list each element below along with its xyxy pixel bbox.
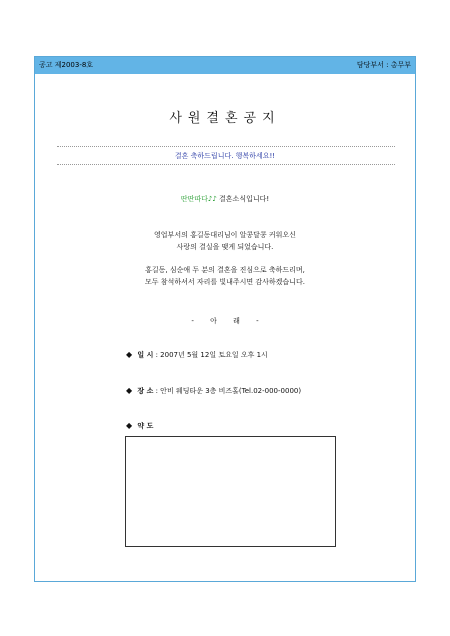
date-item — [126, 350, 268, 360]
map-box — [125, 436, 336, 547]
divider-top — [57, 146, 395, 147]
paragraph-2-line-2: 모두 참석하셔서 자리를 빛내주시면 감사하겠습니다. — [145, 278, 305, 286]
map-label: 약 도 — [137, 422, 154, 430]
headline-prefix: 딴딴따다♪♪ — [180, 195, 217, 203]
paragraph-2 — [0, 264, 450, 288]
department: 담당부서 : 총무부 — [356, 61, 411, 69]
bullet-icon: ◆ — [126, 386, 133, 395]
section-marker: - 아 래 - — [191, 317, 259, 325]
header-bar — [35, 57, 415, 74]
date-value: : 2007년 5월 12일 토요일 오후 1시 — [155, 351, 268, 359]
paragraph-1 — [0, 229, 450, 253]
place-item — [126, 386, 301, 396]
headline — [0, 194, 450, 204]
date-label: 일 시 — [137, 351, 154, 359]
paragraph-2-line-1: 홍길동, 심순애 두 분의 결혼을 진심으로 축하드리며, — [145, 266, 305, 274]
place-label: 장 소 — [137, 387, 154, 395]
bullet-icon: ◆ — [126, 421, 133, 430]
headline-text: 결혼소식입니다! — [219, 195, 270, 203]
place-value: : 안비 웨딩타운 3층 비즈홀(Tel.02-000-0000) — [155, 387, 302, 395]
congrats-line: 결혼 축하드립니다. 행복하세요!! — [174, 152, 276, 160]
bullet-icon: ◆ — [126, 350, 133, 359]
map-item — [126, 421, 153, 431]
paragraph-1-line-1: 영업부서의 홍길동대리님이 알콩달콩 커워오신 — [154, 231, 296, 239]
paragraph-1-line-2: 사랑의 결실을 맺게 되었습니다. — [176, 243, 274, 251]
page-title: 사원결혼공지 — [169, 111, 281, 126]
divider-bottom — [57, 164, 395, 165]
notice-number: 공고 제2003-8호 — [39, 61, 94, 69]
